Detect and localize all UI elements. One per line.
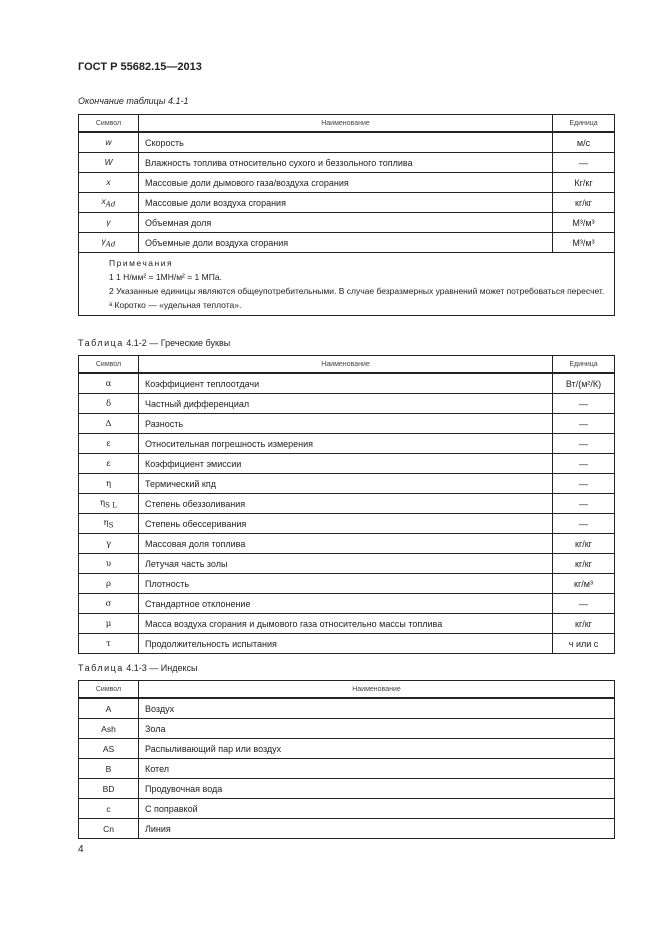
name-cell: Объемные доли воздуха сгорания	[139, 233, 553, 253]
name-cell: Стандартное отклонение	[139, 594, 553, 614]
symbol: δ	[105, 398, 112, 409]
table-row	[79, 698, 615, 719]
table-row	[79, 434, 615, 454]
unit-cell: —	[553, 414, 615, 434]
symbol-cell	[79, 779, 139, 799]
unit-cell: —	[553, 514, 615, 534]
table-row	[79, 719, 615, 739]
name-cell: Коэффициент теплоотдачи	[139, 373, 553, 394]
name-cell: Зола	[139, 719, 615, 739]
symbol-subscript: S	[108, 520, 114, 530]
column-header: Наименование	[139, 356, 553, 374]
column-header: Наименование	[139, 681, 615, 699]
table-row	[79, 132, 615, 153]
footnote-a: ᵃ Коротко — «удельная теплота».	[109, 300, 242, 310]
table-row	[79, 739, 615, 759]
name-cell: Относительная погрешность измерения	[139, 434, 553, 454]
symbol-cell	[79, 153, 139, 173]
table-row	[79, 153, 615, 173]
symbol: ρ	[106, 578, 111, 589]
name-cell: Термический кпд	[139, 474, 553, 494]
unit-cell: кг/кг	[553, 193, 615, 213]
unit-cell: —	[553, 394, 615, 414]
note-1: 1 1 Н/мм² = 1МН/м² = 1 МПа.	[109, 272, 222, 282]
symbol-subscript: Ad	[105, 239, 116, 249]
table2-caption	[78, 338, 230, 348]
table-row	[79, 574, 615, 594]
unit-cell: ч или с	[553, 634, 615, 654]
symbol-cell	[79, 574, 139, 594]
standard-header: ГОСТ Р 55682.15—2013	[78, 61, 202, 73]
column-header: Наименование	[139, 115, 553, 133]
symbol: AS	[102, 743, 115, 754]
name-cell: Линия	[139, 819, 615, 839]
table-row	[79, 373, 615, 394]
name-cell: Массовая доля топлива	[139, 534, 553, 554]
table-header	[79, 115, 615, 133]
symbol-cell	[79, 719, 139, 739]
symbol-cell	[79, 799, 139, 819]
symbol-cell	[79, 213, 139, 233]
symbol: σ	[105, 598, 112, 609]
symbol: μ	[105, 618, 112, 629]
table-4-1-2-greek	[78, 355, 615, 654]
unit-cell: —	[553, 454, 615, 474]
name-cell: Скорость	[139, 132, 553, 153]
name-cell: Объемная доля	[139, 213, 553, 233]
symbol: Ash	[101, 723, 116, 734]
table-row	[79, 779, 615, 799]
name-cell: Продувочная вода	[139, 779, 615, 799]
note-2: 2 Указанные единицы являются общеупотребительными. В случае безразмерных уравнений может потребоваться пересчет.	[109, 286, 605, 296]
symbol-cell	[79, 759, 139, 779]
name-cell: Котел	[139, 759, 615, 779]
unit-cell: кг/м³	[553, 574, 615, 594]
symbol-cell	[79, 173, 139, 193]
unit-cell: М³/м³	[553, 213, 615, 233]
symbol-subscript: S L	[105, 500, 117, 510]
table-header	[79, 356, 615, 374]
unit-cell: м/с	[553, 132, 615, 153]
caption-label: Таблица	[78, 663, 124, 673]
unit-cell: Кг/кг	[553, 173, 615, 193]
symbol: γ	[101, 236, 106, 247]
symbol: c	[106, 803, 111, 814]
unit-cell: кг/кг	[553, 534, 615, 554]
unit-cell: Вт/(м²/К)	[553, 373, 615, 394]
table-row	[79, 534, 615, 554]
table-row	[79, 213, 615, 233]
symbol: η	[100, 497, 106, 508]
caption-text: 4.1-3 — Индексы	[123, 663, 198, 673]
symbol: υ	[105, 558, 112, 569]
symbol-cell	[79, 494, 139, 514]
unit-cell: кг/кг	[553, 554, 615, 574]
symbol-cell	[79, 594, 139, 614]
name-cell: Распыливающий пар или воздух	[139, 739, 615, 759]
symbol: ε	[106, 438, 111, 449]
table-row	[79, 233, 615, 253]
unit-cell: —	[553, 494, 615, 514]
table-row	[79, 394, 615, 414]
symbol-cell	[79, 414, 139, 434]
symbol: γ	[105, 538, 112, 549]
unit-cell: —	[553, 594, 615, 614]
symbol: W	[104, 157, 113, 167]
column-header: Символ	[79, 115, 139, 133]
table-row	[79, 614, 615, 634]
symbol: η	[103, 517, 109, 528]
symbol-cell	[79, 373, 139, 394]
symbol-cell	[79, 454, 139, 474]
symbol: w	[105, 137, 112, 147]
symbol-cell	[79, 739, 139, 759]
column-header: Символ	[79, 356, 139, 374]
symbol: γ	[106, 217, 111, 227]
table-row	[79, 554, 615, 574]
table-row	[79, 799, 615, 819]
name-cell: Массовые доли дымового газа/воздуха сгорания	[139, 173, 553, 193]
symbol: α	[105, 378, 112, 389]
name-cell: С поправкой	[139, 799, 615, 819]
notes-row	[79, 253, 615, 316]
symbol: BD	[102, 783, 115, 794]
unit-cell: —	[553, 474, 615, 494]
symbol-subscript: Ad	[105, 199, 116, 209]
name-cell: Разность	[139, 414, 553, 434]
unit-cell: —	[553, 434, 615, 454]
caption-text: 4.1-2 — Греческие буквы	[123, 338, 231, 348]
page-number: 4	[78, 844, 84, 855]
table-header	[79, 681, 615, 699]
name-cell: Коэффициент эмиссии	[139, 454, 553, 474]
table-row	[79, 819, 615, 839]
unit-cell: —	[553, 153, 615, 173]
name-cell: Влажность топлива относительно сухого и беззольного топлива	[139, 153, 553, 173]
symbol: x	[101, 196, 106, 207]
symbol-cell	[79, 698, 139, 719]
symbol-cell	[79, 394, 139, 414]
table-row	[79, 474, 615, 494]
column-header: Единица	[553, 115, 615, 133]
symbol-cell	[79, 474, 139, 494]
symbol-cell	[79, 233, 139, 253]
symbol-cell	[79, 132, 139, 153]
symbol: A	[105, 703, 112, 714]
symbol: x	[106, 177, 111, 187]
name-cell: Плотность	[139, 574, 553, 594]
unit-cell: кг/кг	[553, 614, 615, 634]
table-4-1-1-end	[78, 114, 615, 316]
symbol-cell	[79, 534, 139, 554]
table-row	[79, 414, 615, 434]
name-cell: Степень обессеривания	[139, 514, 553, 534]
name-cell: Летучая часть золы	[139, 554, 553, 574]
name-cell: Массовые доли воздуха сгорания	[139, 193, 553, 213]
symbol: Cn	[103, 823, 114, 834]
symbol-cell	[79, 634, 139, 654]
name-cell: Продолжительность испытания	[139, 634, 553, 654]
symbol: η	[105, 478, 112, 489]
unit-cell: М³/м³	[553, 233, 615, 253]
symbol-cell	[79, 819, 139, 839]
column-header: Символ	[79, 681, 139, 699]
notes-title: Примечания	[109, 258, 174, 268]
caption-label: Таблица	[78, 338, 124, 348]
table-row	[79, 173, 615, 193]
table3-caption	[78, 663, 198, 673]
name-cell: Степень обеззоливания	[139, 494, 553, 514]
column-header: Единица	[553, 356, 615, 374]
symbol-cell	[79, 614, 139, 634]
table-4-1-3-indices	[78, 680, 615, 839]
name-cell: Частный дифференциал	[139, 394, 553, 414]
symbol-cell	[79, 554, 139, 574]
symbol: Δ	[105, 418, 112, 429]
table-row	[79, 514, 615, 534]
symbol: B	[105, 763, 112, 774]
symbol-cell	[79, 193, 139, 213]
table-row	[79, 759, 615, 779]
table1-caption: Окончание таблицы 4.1-1	[78, 96, 189, 106]
symbol: τ	[106, 638, 111, 649]
symbol: ε	[106, 458, 111, 469]
table-row	[79, 454, 615, 474]
table-row	[79, 193, 615, 213]
symbol-cell	[79, 434, 139, 454]
name-cell: Воздух	[139, 698, 615, 719]
name-cell: Масса воздуха сгорания и дымового газа относительно массы топлива	[139, 614, 553, 634]
table-row	[79, 494, 615, 514]
table-row	[79, 594, 615, 614]
symbol-cell	[79, 514, 139, 534]
table-row	[79, 634, 615, 654]
